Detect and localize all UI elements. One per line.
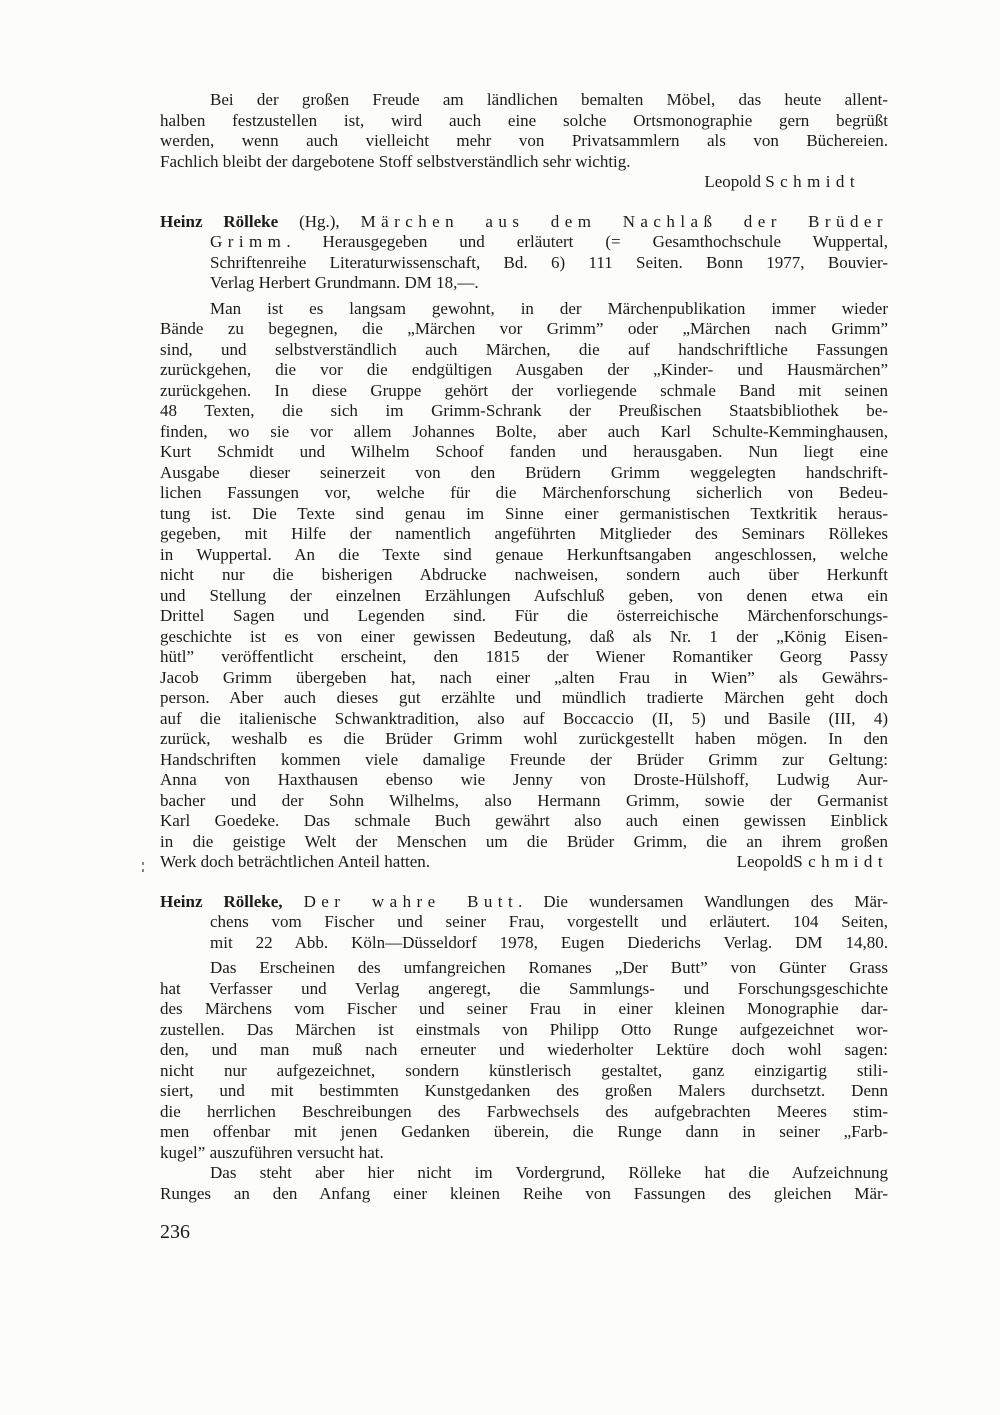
text-segment: Jacob Grimm übergeben hat, nach einer „alten Frau in Wien” als Gewährs- bbox=[160, 667, 888, 687]
text-segment: Verlag Herbert Grundmann. DM 18,—. bbox=[210, 273, 479, 292]
text-segment: die herrlichen Beschreibungen des Farbwechsels des aufgebrachten Meeres stim- bbox=[160, 1101, 888, 1121]
text-line bbox=[160, 1143, 888, 1164]
text-line bbox=[160, 912, 888, 933]
text-segment: mit 22 Abb. Köln—Düsseldorf 1978, Eugen Diederichs Verlag. DM 14,80. bbox=[210, 932, 888, 952]
text-line bbox=[160, 442, 888, 463]
text-segment: zustellen. Das Märchen ist einstmals von Philipp Otto Runge aufgezeichnet wor- bbox=[160, 1019, 888, 1039]
text-segment: Das Erscheinen des umfangreichen Romanes „Der Butt” von Günter Grass bbox=[210, 958, 888, 977]
text-segment: 48 Texten, die sich im Grimm-Schrank der Preußischen Staatsbibliothek be- bbox=[160, 401, 888, 420]
text-segment: Drittel Sagen und Legenden sind. Für die österreichische Märchenforschungs- bbox=[160, 606, 888, 625]
text-line bbox=[160, 1102, 888, 1123]
text-line bbox=[160, 647, 888, 668]
text-segment: Fachlich bleibt der dargebotene Stoff selbstverständlich sehr wichtig. bbox=[160, 151, 631, 171]
text-line bbox=[160, 586, 888, 607]
text-line bbox=[160, 381, 888, 402]
text-segment: Schmidt bbox=[793, 852, 888, 871]
text-line bbox=[160, 111, 888, 132]
text-segment: Anna von Haxthausen ebenso wie Jenny von Droste-Hülshoff, Ludwig Aur- bbox=[160, 770, 888, 789]
text-segment: Man ist es langsam gewohnt, in der Märchenpublikation immer wieder bbox=[210, 298, 888, 318]
text-segment: nicht nur aufgezeichnet, sondern künstlerisch gestaltet, ganz einzigartig stili- bbox=[160, 1060, 888, 1080]
text-segment: finden, wo sie vor allem Johannes Bolte, aber auch Karl Schulte-Kemminghausen, bbox=[160, 421, 888, 441]
text-line bbox=[160, 212, 888, 233]
text-line bbox=[160, 606, 888, 627]
text-segment: (Hg.), bbox=[278, 211, 361, 231]
text-line bbox=[160, 565, 888, 586]
text-segment: Ausgabe dieser seinerzeit von den Brüdern Grimm weggelegten handschrift- bbox=[160, 462, 888, 482]
text-line bbox=[160, 1122, 888, 1143]
text-segment: zurück, weshalb es die Brüder Grimm wohl zurückgestellt haben mögen. In den bbox=[160, 729, 888, 748]
text-line bbox=[160, 545, 888, 566]
text-segment: bacher und der Sohn Wilhelms, also Hermann Grimm, sowie der Germanist bbox=[160, 790, 888, 810]
text-line bbox=[160, 999, 888, 1020]
text-line bbox=[160, 504, 888, 525]
text-line bbox=[160, 422, 888, 443]
text-segment: Bei der großen Freude am ländlichen bemalten Möbel, das heute allent- bbox=[210, 90, 888, 109]
text-line bbox=[160, 750, 888, 771]
text-segment: Der wahre Butt bbox=[303, 891, 519, 911]
text-segment: Märchen aus dem Nachlaß der Brüder bbox=[360, 211, 888, 231]
text-segment: Schmidt bbox=[765, 172, 860, 191]
text-segment: nicht nur die bisherigen Abdrucke nachweisen, sondern auch über Herkunft bbox=[160, 565, 888, 584]
text-segment: Bände zu begegnen, die „Märchen vor Grimm” oder „Märchen nach Grimm” bbox=[160, 319, 888, 338]
text-segment: Kurt Schmidt und Wilhelm Schoof fanden und herausgaben. Nun liegt eine bbox=[160, 442, 888, 461]
text-line bbox=[160, 319, 888, 340]
text-line bbox=[160, 1020, 888, 1041]
text-segment: person. Aber auch dieses gut erzählte und mündlich tradierte Märchen geht doch bbox=[160, 688, 888, 707]
text-segment: Heinz Rölleke bbox=[160, 211, 279, 231]
text-segment: geschichte ist es von einer gewissen Bedeutung, daß als Nr. 1 der „König Eisen- bbox=[160, 626, 888, 646]
text-segment: . Die wundersamen Wandlungen des Mär- bbox=[518, 891, 888, 911]
text-segment: auf die italienische Schwanktradition, also auf Boccaccio (II, 5) und Basile (III, 4) bbox=[160, 708, 888, 728]
text-segment: und Stellung der einzelnen Erzählungen Aufschluß geben, von denen etwa ein bbox=[160, 585, 888, 605]
text-segment: kugel” auszuführen versucht hat. bbox=[160, 1142, 384, 1162]
text-segment: des Märchens vom Fischer und seiner Frau in einer kleinen Monographie dar- bbox=[160, 999, 888, 1018]
text-line bbox=[160, 483, 888, 504]
text-segment: Werk doch beträchtlichen Anteil hatten. bbox=[160, 852, 431, 871]
text-segment: Leopold bbox=[736, 852, 794, 871]
text-line bbox=[160, 273, 888, 294]
text-segment: zurückgehen. In diese Gruppe gehört der vorliegende schmale Band mit seinen bbox=[160, 380, 888, 400]
text-segment: hat Verfasser und Verlag angeregt, die Sammlungs- und Forschungsgeschichte bbox=[160, 978, 888, 998]
page-content bbox=[160, 90, 888, 1204]
text-segment bbox=[283, 892, 304, 911]
text-line bbox=[160, 668, 888, 689]
text-line bbox=[160, 1081, 888, 1102]
text-line bbox=[160, 811, 888, 832]
text-line bbox=[160, 1163, 888, 1184]
review-1-heading bbox=[160, 212, 888, 294]
text-line bbox=[160, 299, 888, 320]
scan-artifact bbox=[142, 862, 144, 865]
text-segment: in die geistige Welt der Menschen um die Brüder Grimm, die an ihrem großen bbox=[160, 831, 888, 851]
text-segment: Schriftenreihe Literaturwissenschaft, Bd. 6) 111 Seiten. Bonn 1977, Bouvier- bbox=[210, 252, 888, 272]
text-line bbox=[160, 958, 888, 979]
text-line bbox=[160, 232, 888, 253]
text-line bbox=[160, 770, 888, 791]
text-line bbox=[160, 791, 888, 812]
text-line bbox=[160, 1040, 888, 1061]
text-segment: Heinz Rölleke, bbox=[160, 891, 283, 911]
text-segment: den, und man muß nach erneuter und wiederholter Lektüre doch wohl sagen: bbox=[160, 1040, 888, 1059]
text-line bbox=[160, 709, 888, 730]
text-segment: tung ist. Die Texte sind genau im Sinne einer germanistischen Textkritik heraus- bbox=[160, 503, 888, 523]
review-2-body-para-1 bbox=[160, 958, 888, 1163]
text-line bbox=[160, 360, 888, 381]
text-segment: . Herausgegeben und erläutert (= Gesamthochschule Wuppertal, bbox=[286, 232, 888, 251]
text-line bbox=[160, 933, 888, 954]
text-segment: Leopold bbox=[704, 172, 766, 191]
text-segment: Karl Goedeke. Das schmale Buch gewährt also auch einen gewissen Einblick bbox=[160, 811, 888, 830]
text-segment: lichen Fassungen vor, welche für die Märchenforschung sicherlich von Bedeu- bbox=[160, 483, 888, 502]
text-line bbox=[160, 253, 888, 274]
text-line bbox=[160, 401, 888, 422]
text-segment: zurückgehen, die vor die endgültigen Ausgaben der „Kinder- und Hausmärchen” bbox=[160, 360, 888, 379]
text-segment: Grimm bbox=[210, 232, 287, 251]
text-segment: sind, und selbstverständlich auch Märchen, die auf handschriftliche Fassungen bbox=[160, 339, 888, 359]
text-line bbox=[160, 627, 888, 648]
text-segment: Handschriften kommen viele damalige Freunde der Brüder Grimm zur Geltung: bbox=[160, 749, 888, 769]
review-tail-moebel bbox=[160, 90, 888, 193]
text-segment: werden, wenn auch vielleicht mehr von Privatsammlern als von Büchereien. bbox=[160, 131, 888, 150]
text-line bbox=[160, 729, 888, 750]
text-line bbox=[160, 979, 888, 1000]
text-segment: men offenbar mit jenen Gedanken überein, die Runge dann in seiner „Farb- bbox=[160, 1122, 888, 1141]
text-segment: gegeben, mit Hilfe der namentlich angeführten Mitglieder des Seminars Röllekes bbox=[160, 524, 888, 543]
text-line bbox=[160, 340, 888, 361]
text-line bbox=[160, 463, 888, 484]
text-line bbox=[160, 892, 888, 913]
text-line bbox=[160, 1184, 888, 1205]
text-line bbox=[160, 172, 888, 193]
text-line bbox=[160, 688, 888, 709]
review-1-body bbox=[160, 299, 888, 873]
text-line bbox=[160, 852, 888, 873]
text-segment: Das steht aber hier nicht im Vordergrund, Rölleke hat die Aufzeichnung bbox=[210, 1163, 888, 1182]
text-segment: chens vom Fischer und seiner Frau, vorgestellt und erläutert. 104 Seiten, bbox=[210, 912, 888, 931]
text-line bbox=[160, 832, 888, 853]
text-segment: hütl” veröffentlicht erscheint, den 1815 der Wiener Romantiker Georg Passy bbox=[160, 647, 888, 666]
text-segment: Runges an den Anfang einer kleinen Reihe von Fassungen des gleichen Mär- bbox=[160, 1183, 888, 1203]
page-number: 236 bbox=[160, 1221, 190, 1243]
review-2-heading bbox=[160, 892, 888, 954]
review-2-body-para-2 bbox=[160, 1163, 888, 1204]
text-segment: siert, und mit bestimmten Kunstgedanken des großen Malers durchsetzt. Denn bbox=[160, 1081, 888, 1100]
text-segment: halben festzustellen ist, wird auch eine solche Ortsmonographie gern begrüßt bbox=[160, 110, 888, 130]
text-line bbox=[160, 1061, 888, 1082]
text-line bbox=[160, 131, 888, 152]
text-line bbox=[160, 524, 888, 545]
text-line bbox=[160, 90, 888, 111]
text-line bbox=[160, 152, 888, 173]
text-segment: in Wuppertal. An die Texte sind genaue Herkunftsangaben angeschlossen, welche bbox=[160, 544, 888, 564]
